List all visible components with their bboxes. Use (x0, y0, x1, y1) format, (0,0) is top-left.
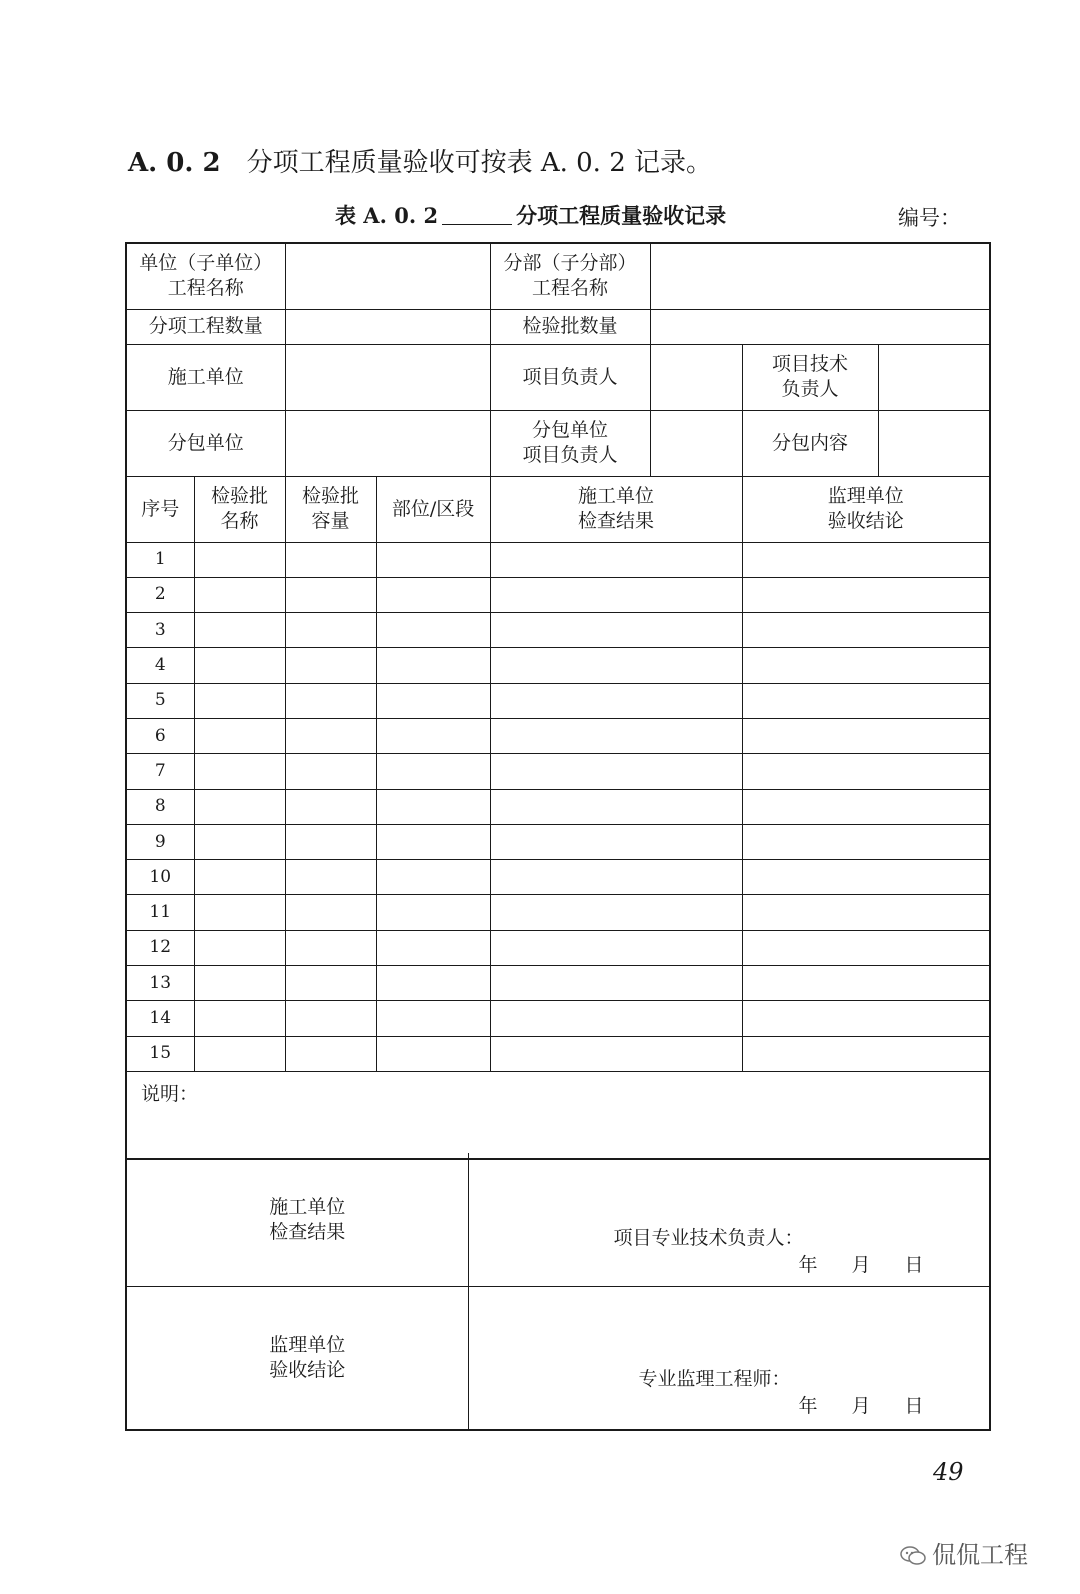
row-check-result[interactable] (490, 824, 742, 859)
row-accept-conclusion[interactable] (742, 895, 990, 930)
row-batch-name[interactable] (194, 930, 285, 965)
row-seq: 4 (126, 648, 194, 683)
row-seq: 15 (126, 1036, 194, 1071)
subdivision-name-label: 分部（子分部） 工程名称 (490, 243, 650, 309)
check-result-label: 施工单位 检查结果 (126, 1153, 468, 1287)
contractor-value[interactable] (285, 344, 490, 410)
col-batch-capacity: 检验批 容量 (285, 476, 376, 542)
project-manager-value[interactable] (650, 344, 742, 410)
row-accept-conclusion[interactable] (742, 718, 990, 753)
accept-signer-label: 专业监理工程师： (638, 1368, 791, 1390)
row-location[interactable] (376, 613, 490, 648)
row-location[interactable] (376, 895, 490, 930)
row-accept-conclusion[interactable] (742, 824, 990, 859)
sub-manager-value[interactable] (650, 410, 742, 476)
row-location[interactable] (376, 789, 490, 824)
row-seq: 11 (126, 895, 194, 930)
section-text: 分项工程质量验收可按表 A. 0. 2 记录。 (246, 148, 713, 178)
row-batch-capacity[interactable] (285, 1001, 376, 1036)
row-location[interactable] (376, 577, 490, 612)
row-batch-capacity[interactable] (285, 613, 376, 648)
batch-qty-value[interactable] (650, 309, 990, 344)
row-batch-capacity[interactable] (285, 966, 376, 1001)
table-row (126, 824, 990, 859)
row-seq: 9 (126, 824, 194, 859)
row-batch-name[interactable] (194, 754, 285, 789)
row-seq: 14 (126, 1001, 194, 1036)
table-row (126, 930, 990, 965)
project-manager-label: 项目负责人 (490, 344, 650, 410)
caption-blank (442, 223, 512, 225)
row-accept-conclusion[interactable] (742, 683, 990, 718)
row-accept-conclusion[interactable] (742, 1036, 990, 1071)
row-batch-capacity[interactable] (285, 789, 376, 824)
row-check-result[interactable] (490, 613, 742, 648)
row-location[interactable] (376, 1036, 490, 1071)
row-seq: 7 (126, 754, 194, 789)
row-batch-capacity[interactable] (285, 648, 376, 683)
row-batch-capacity[interactable] (285, 824, 376, 859)
watermark (900, 1535, 1028, 1570)
sub-content-label: 分包内容 (742, 410, 878, 476)
accept-sign-cell[interactable] (468, 1287, 990, 1431)
row-location[interactable] (376, 718, 490, 753)
section-number: A. 0. 2 (128, 148, 221, 178)
row-seq: 5 (126, 683, 194, 718)
batch-qty-label: 检验批数量 (490, 309, 650, 344)
subdivision-name-value[interactable] (650, 243, 990, 309)
row-seq: 13 (126, 966, 194, 1001)
col-check-result: 施工单位 检查结果 (490, 476, 742, 542)
accept-date: 年 月 日 (798, 1395, 924, 1417)
table-row (126, 966, 990, 1001)
row-batch-name[interactable] (194, 648, 285, 683)
table-row (126, 577, 990, 612)
row-location[interactable] (376, 683, 490, 718)
row-seq: 6 (126, 718, 194, 753)
row-check-result[interactable] (490, 930, 742, 965)
contractor-label: 施工单位 (126, 344, 285, 410)
row-accept-conclusion[interactable] (742, 754, 990, 789)
row-accept-conclusion[interactable] (742, 1001, 990, 1036)
table-row (126, 895, 990, 930)
row-accept-conclusion[interactable] (742, 930, 990, 965)
row-location[interactable] (376, 930, 490, 965)
row-check-result[interactable] (490, 683, 742, 718)
row-check-result[interactable] (490, 789, 742, 824)
check-signer-label: 项目专业技术负责人： (613, 1227, 804, 1249)
row-location[interactable] (376, 542, 490, 577)
caption-prefix: 表 A. 0. 2 (335, 203, 439, 228)
watermark-text: 侃侃工程 (932, 1541, 1028, 1569)
row-location[interactable] (376, 860, 490, 895)
signoff-table (125, 1153, 991, 1431)
check-result-sign-cell[interactable] (468, 1153, 990, 1287)
row-accept-conclusion[interactable] (742, 966, 990, 1001)
col-batch-name: 检验批 名称 (194, 476, 285, 542)
row-batch-name[interactable] (194, 718, 285, 753)
note-label: 说明： (141, 1082, 199, 1105)
row-accept-conclusion[interactable] (742, 648, 990, 683)
section-heading (128, 142, 712, 179)
row-batch-name[interactable] (194, 789, 285, 824)
row-seq: 10 (126, 860, 194, 895)
row-batch-name[interactable] (194, 1001, 285, 1036)
table-row (126, 683, 990, 718)
row-batch-name[interactable] (194, 542, 285, 577)
row-check-result[interactable] (490, 754, 742, 789)
row-batch-name[interactable] (194, 966, 285, 1001)
note-cell[interactable] (126, 1071, 990, 1159)
code-label: 编号： (898, 206, 961, 230)
row-accept-conclusion[interactable] (742, 577, 990, 612)
row-seq: 3 (126, 613, 194, 648)
table-row (126, 754, 990, 789)
item-qty-value[interactable] (285, 309, 490, 344)
row-seq: 8 (126, 789, 194, 824)
row-batch-name[interactable] (194, 1036, 285, 1071)
row-check-result[interactable] (490, 895, 742, 930)
inspection-form (125, 242, 991, 1160)
row-seq: 12 (126, 930, 194, 965)
row-check-result[interactable] (490, 542, 742, 577)
unit-name-value[interactable] (285, 243, 490, 309)
table-row (126, 1036, 990, 1071)
row-accept-conclusion[interactable] (742, 613, 990, 648)
subcontractor-label: 分包单位 (126, 410, 285, 476)
row-batch-name[interactable] (194, 824, 285, 859)
row-batch-capacity[interactable] (285, 895, 376, 930)
data-rows (126, 542, 990, 1071)
row-seq: 1 (126, 542, 194, 577)
row-check-result[interactable] (490, 860, 742, 895)
table-row (126, 789, 990, 824)
row-location[interactable] (376, 754, 490, 789)
row-check-result[interactable] (490, 577, 742, 612)
row-batch-capacity[interactable] (285, 577, 376, 612)
row-batch-name[interactable] (194, 613, 285, 648)
row-check-result[interactable] (490, 966, 742, 1001)
table-row (126, 648, 990, 683)
row-batch-name[interactable] (194, 895, 285, 930)
sub-manager-label: 分包单位 项目负责人 (490, 410, 650, 476)
page-number: 49 (933, 1458, 964, 1486)
row-batch-capacity[interactable] (285, 930, 376, 965)
unit-name-label: 单位（子单位） 工程名称 (126, 243, 285, 309)
col-seq: 序号 (126, 476, 194, 542)
table-row (126, 718, 990, 753)
row-accept-conclusion[interactable] (742, 860, 990, 895)
table-row (126, 613, 990, 648)
col-location: 部位/区段 (376, 476, 490, 542)
row-batch-name[interactable] (194, 860, 285, 895)
row-location[interactable] (376, 1001, 490, 1036)
row-check-result[interactable] (490, 648, 742, 683)
check-date: 年 月 日 (798, 1254, 924, 1276)
table-caption (335, 200, 726, 230)
sub-content-value[interactable] (878, 410, 990, 476)
row-batch-capacity[interactable] (285, 542, 376, 577)
col-accept-conclusion: 监理单位 验收结论 (742, 476, 990, 542)
row-check-result[interactable] (490, 1001, 742, 1036)
row-batch-capacity[interactable] (285, 860, 376, 895)
row-batch-capacity[interactable] (285, 754, 376, 789)
tech-lead-value[interactable] (878, 344, 990, 410)
tech-lead-label: 项目技术 负责人 (742, 344, 878, 410)
row-seq: 2 (126, 577, 194, 612)
row-location[interactable] (376, 648, 490, 683)
table-row (126, 1001, 990, 1036)
row-check-result[interactable] (490, 1036, 742, 1071)
table-row (126, 860, 990, 895)
wechat-icon (900, 1546, 926, 1566)
accept-conclusion-label: 监理单位 验收结论 (126, 1287, 468, 1431)
row-batch-capacity[interactable] (285, 1036, 376, 1071)
subcontractor-value[interactable] (285, 410, 490, 476)
row-batch-name[interactable] (194, 683, 285, 718)
row-check-result[interactable] (490, 718, 742, 753)
row-location[interactable] (376, 824, 490, 859)
row-batch-capacity[interactable] (285, 683, 376, 718)
table-row (126, 542, 990, 577)
row-location[interactable] (376, 966, 490, 1001)
row-accept-conclusion[interactable] (742, 789, 990, 824)
item-qty-label: 分项工程数量 (126, 309, 285, 344)
row-batch-capacity[interactable] (285, 718, 376, 753)
row-batch-name[interactable] (194, 577, 285, 612)
row-accept-conclusion[interactable] (742, 542, 990, 577)
caption-title: 分项工程质量验收记录 (516, 203, 727, 228)
